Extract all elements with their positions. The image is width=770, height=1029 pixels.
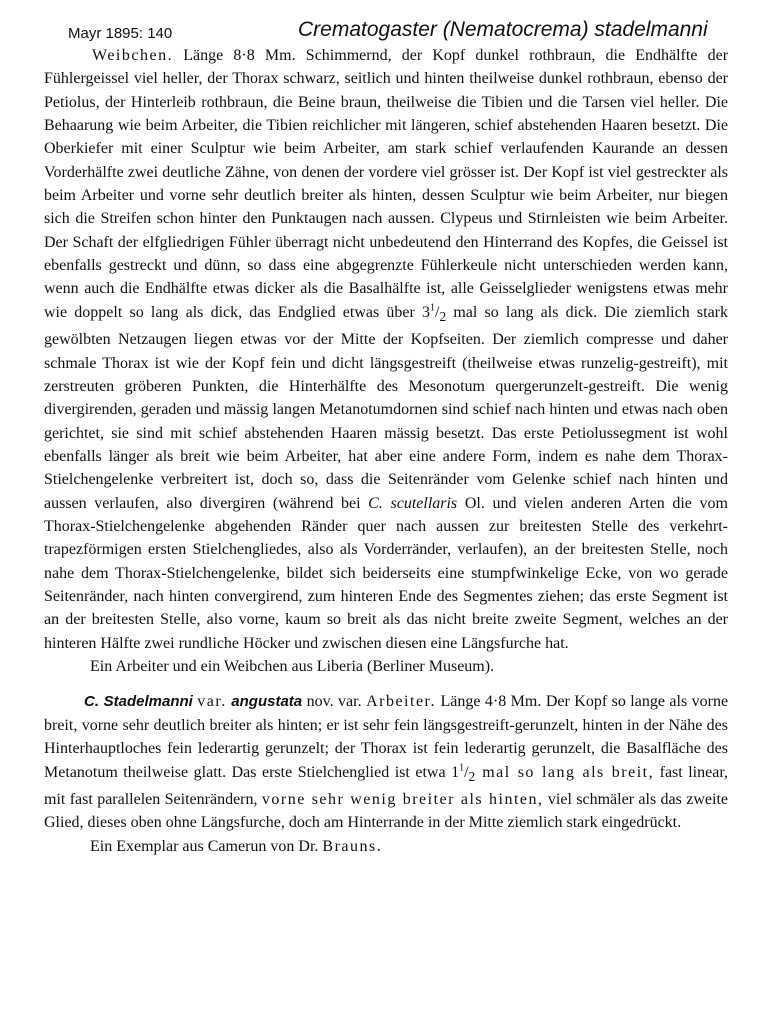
- nomenclatural-status: nov. var.: [306, 693, 362, 711]
- material-examined: [44, 835, 728, 858]
- description-text: Schimmernd, der Kopf dunkel rothbraun, die Endhälfte der Fühlergeissel viel heller, der Thorax schwarz, seitlich und hinten theilweise dunkel rothbraun, ebenso der Petiolus, der Hinterleib rothbraun, die Beine braun, theilweise die Tibien und die Tarsen viel heller. Die Behaarung wie beim Arbeiter, die Tibien reichlicher mit längeren, schief abstehenden Haaren besetzt. Die Oberkiefer mit einer Sculptur wie beim Arbeiter, am stark schief verlaufenden Kaurande an dessen Vorderhälfte zwei deutliche Zähne, von denen der vordere viel grösser ist. Der Kopf ist viel gestreckter als beim Arbeiter und vorne sehr deutlich breiter als hinten, dessen Sculptur wie beim Arbeiter, nur biegen sich die Streifen schon hinter den Punktaugen nach aussen. Clypeus und Stirnleisten wie beim Arbeiter. Der Schaft der elfgliedrigen Fühler überragt nicht unbedeutend den Hinterrand des Kopfes, die Geissel ist ebenfalls gestreckt und dünn, so dass eine abgegrenzte Fühlerkeule nicht unterschieden werden kann, wenn auch die Endhälfte etwas dicker als die Basalhälfte ist, alle Geisselglieder wenigstens etwas mehr wie doppelt so lang als dick, das Endglied etwas über 3: [44, 47, 729, 321]
- description-body: [44, 44, 728, 858]
- description-text: viel schmäler als das zweite Glied, dieses oben ohne Längsfurche, doch am Hinterrande in der Mitte ziemlich stark eingedrückt.: [44, 791, 729, 832]
- material-examined: Ein Arbeiter und ein Weibchen aus Liberia (Berliner Museum).: [90, 658, 495, 676]
- caste-label: Weibchen.: [92, 47, 174, 64]
- spaced-text: vorne sehr wenig breiter als hinten,: [261, 791, 544, 809]
- variety-description: C. Stadelmanni var. angustata nov. var. Arbeiter. Länge 4·8 Mm. Der Kopf so lange als vorne breit, vorne sehr deutlich breiter als hinten; er ist sehr fein längsgestreift-gerunzelt, hinten in der Nähe des Hinterhauptloches fein lederartig gerunzelt; der Thorax ist fein lederartig gerunzelt, die Basalfläche des Metanotum theilweise glatt. Das erste Stielchenglied ist etwa $1^1/_2$ mal so lang als breit, fast linear, mit fast parallelen Seitenrändern, vorne sehr wenig breiter als hinten, viel schmäler als das zweite Glied, dieses oben ohne Längsfurche, doch am Hinterrande in der Mitte ziemlich stark eingedrückt.: [44, 693, 729, 832]
- spaced-text: mal so lang als breit,: [475, 763, 655, 781]
- caste-label: Arbeiter.: [366, 693, 436, 711]
- fraction-numerator: 1: [430, 302, 436, 314]
- description-text: Der Kopf so lange als vorne breit, vorne sehr deutlich breiter als hinten; er ist sehr fein längsgestreift-gerunzelt, hinten in der Nähe des Hinterhauptloches fein lederartig gerunzelt; der Thorax ist fein lederartig gerunzelt, die Basalfläche des Metanotum theilweise glatt. Das erste Stielchenglied ist etwa: [44, 693, 729, 781]
- fraction-numerator: 1: [459, 762, 465, 774]
- variety-word: var.: [197, 693, 227, 711]
- length-value: Länge 4·8 Mm.: [440, 693, 542, 711]
- description-text: fast linear, mit fast parallelen Seitenrändern,: [44, 763, 729, 809]
- collector-name: Brauns.: [322, 837, 383, 855]
- female-description: Weibchen. Länge 8·8 Mm. Schimmernd, der Kopf dunkel rothbraun, die Endhälfte der Fühlergeissel viel heller, der Thorax schwarz, seitlich und hinten theilweise dunkel rothbraun, ebenso der Petiolus, der Hinterleib rothbraun, die Beine braun, theilweise die Tibien und die Tarsen viel heller. Die Behaarung wie beim Arbeiter, die Tibien reichlicher mit längeren, schief abstehenden Haaren besetzt. Die Oberkiefer mit einer Sculptur wie beim Arbeiter, am stark schief verlaufenden Kaurande an dessen Vorderhälfte zwei deutliche Zähne, von denen der vordere viel grösser ist. Der Kopf ist viel gestreckter als beim Arbeiter und vorne sehr deutlich breiter als hinten, dessen Sculptur wie beim Arbeiter, nur biegen sich die Streifen schon hinter den Punktaugen nach aussen. Clypeus und Stirnleisten wie beim Arbeiter. Der Schaft der elfgliedrigen Fühler überragt nicht unbedeutend den Hinterrand des Kopfes, die Geissel ist ebenfalls gestreckt und dünn, so dass eine abgegrenzte Fühlerkeule nicht unterschieden werden kann, wenn auch die Endhälfte etwas dicker als die Basalhälfte ist, alle Geisselglieder wenigstens etwas mehr wie doppelt so lang als dick, das Endglied etwas über $3^1/_2$ mal so lang als dick. Die ziemlich stark gewölbten Netzaugen liegen etwas vor der Mitte der Kopfseiten. Der ziemlich compresse und daher schmale Thorax ist wie der Kopf fein und dicht längsgestreift (theilweise etwas runzelig-gestreift), mit zerstreuten gröberen Punkten, die Hinterhälfte des Mesonotum quergerunzelt-gestreift. Die wenig divergirenden, geraden und mässig langen Metanotumdornen sind schief nach hinten und etwas nach oben gerichtet, sie sind mit schief abstehenden Haaren mässig besetzt. Das erste Petiolussegment ist wohl ebenfalls länger als breit wie beim Arbeiter, hat aber eine andere Form, indem es nahe dem Thorax-Stielchengelenke verbreitert ist, doch so, dass die Seitenränder vom Gelenke schief nach hinten und aussen verlaufen, also divergiren (während bei C. scutellaris Ol. und vielen anderen Arten die vom Thorax-Stielchengelenke abgehenden Ränder quer nach aussen zur breitesten Stelle des verkehrt-trapezförmigen ersten Stielchengliedes, also als Vorderränder, verlaufen), an der breitesten Stelle, noch nahe dem Thorax-Stielchengelenke, bildet sich beiderseits eine stumpfwinkelige Ecke, von wo gerade Seitenränder, nach hinten convergirend, zum hinteren Ende des Segmentes ziehen; das erste Segment ist an der breitesten Stelle, also vorne, kaum so breit als das nicht breite zweite Segment, welches an der hinteren Hälfte zwei rundliche Höcker und zwischen diesen eine Längsfurche hat.: [44, 47, 729, 652]
- description-text: Ol. und vielen anderen Arten die vom Thorax-Stielchengelenke abgehenden Ränder quer nach aussen zur breitesten Stelle des verkehrt-trapezförmigen ersten Stielchengliedes, also als Vorderränder, verlaufen), an der breitesten Stelle, noch nahe dem Thorax-Stielchengelenke, bildet sich beiderseits eine stumpfwinkelige Ecke, von wo gerade Seitenränder, nach hinten convergirend, zum hinteren Ende des Segmentes ziehen; das erste Segment ist an der breitesten Stelle, also vorne, kaum so breit als das nicht breite zweite Segment, welches an der hinteren Hälfte zwei rundliche Höcker und zwischen diesen eine Längsfurche hat.: [44, 494, 729, 652]
- material-text: Ein Exemplar aus Camerun von Dr.: [90, 837, 323, 855]
- fraction-whole: 1: [451, 763, 460, 781]
- length-value: Länge 8·8 Mm.: [183, 47, 296, 64]
- variety-species-name: C. Stadelmanni: [84, 693, 193, 711]
- species-reference: C. scutellaris: [368, 494, 458, 512]
- citation: Mayr 1895: 140: [68, 25, 173, 42]
- taxon-title: Crematogaster (Nematocrema) stadelmanni: [298, 18, 708, 41]
- page-header: [0, 0, 770, 44]
- fraction-denominator: 2: [439, 308, 447, 324]
- fraction-denominator: 2: [468, 768, 476, 784]
- description-text: mal so lang als dick. Die ziemlich stark gewölbten Netzaugen liegen etwas vor der Mitte der Kopfseiten. Der ziemlich compresse und daher schmale Thorax ist wie der Kopf fein und dicht längsgestreift (theilweise etwas runzelig-gestreift), mit zerstreuten gröberen Punkten, die Hinterhälfte des Mesonotum quergerunzelt-gestreift. Die wenig divergirenden, geraden und mässig langen Metanotumdornen sind schief nach hinten und etwas nach oben gerichtet, sie sind mit schief abstehenden Haaren mässig besetzt. Das erste Petiolussegment ist wohl ebenfalls länger als breit wie beim Arbeiter, hat aber eine andere Form, indem es nahe dem Thorax-Stielchengelenke verbreitert ist, doch so, dass die Seitenränder vom Gelenke schief nach hinten und aussen verlaufen, also divergiren (während bei: [44, 303, 729, 512]
- variety-name: angustata: [231, 693, 303, 711]
